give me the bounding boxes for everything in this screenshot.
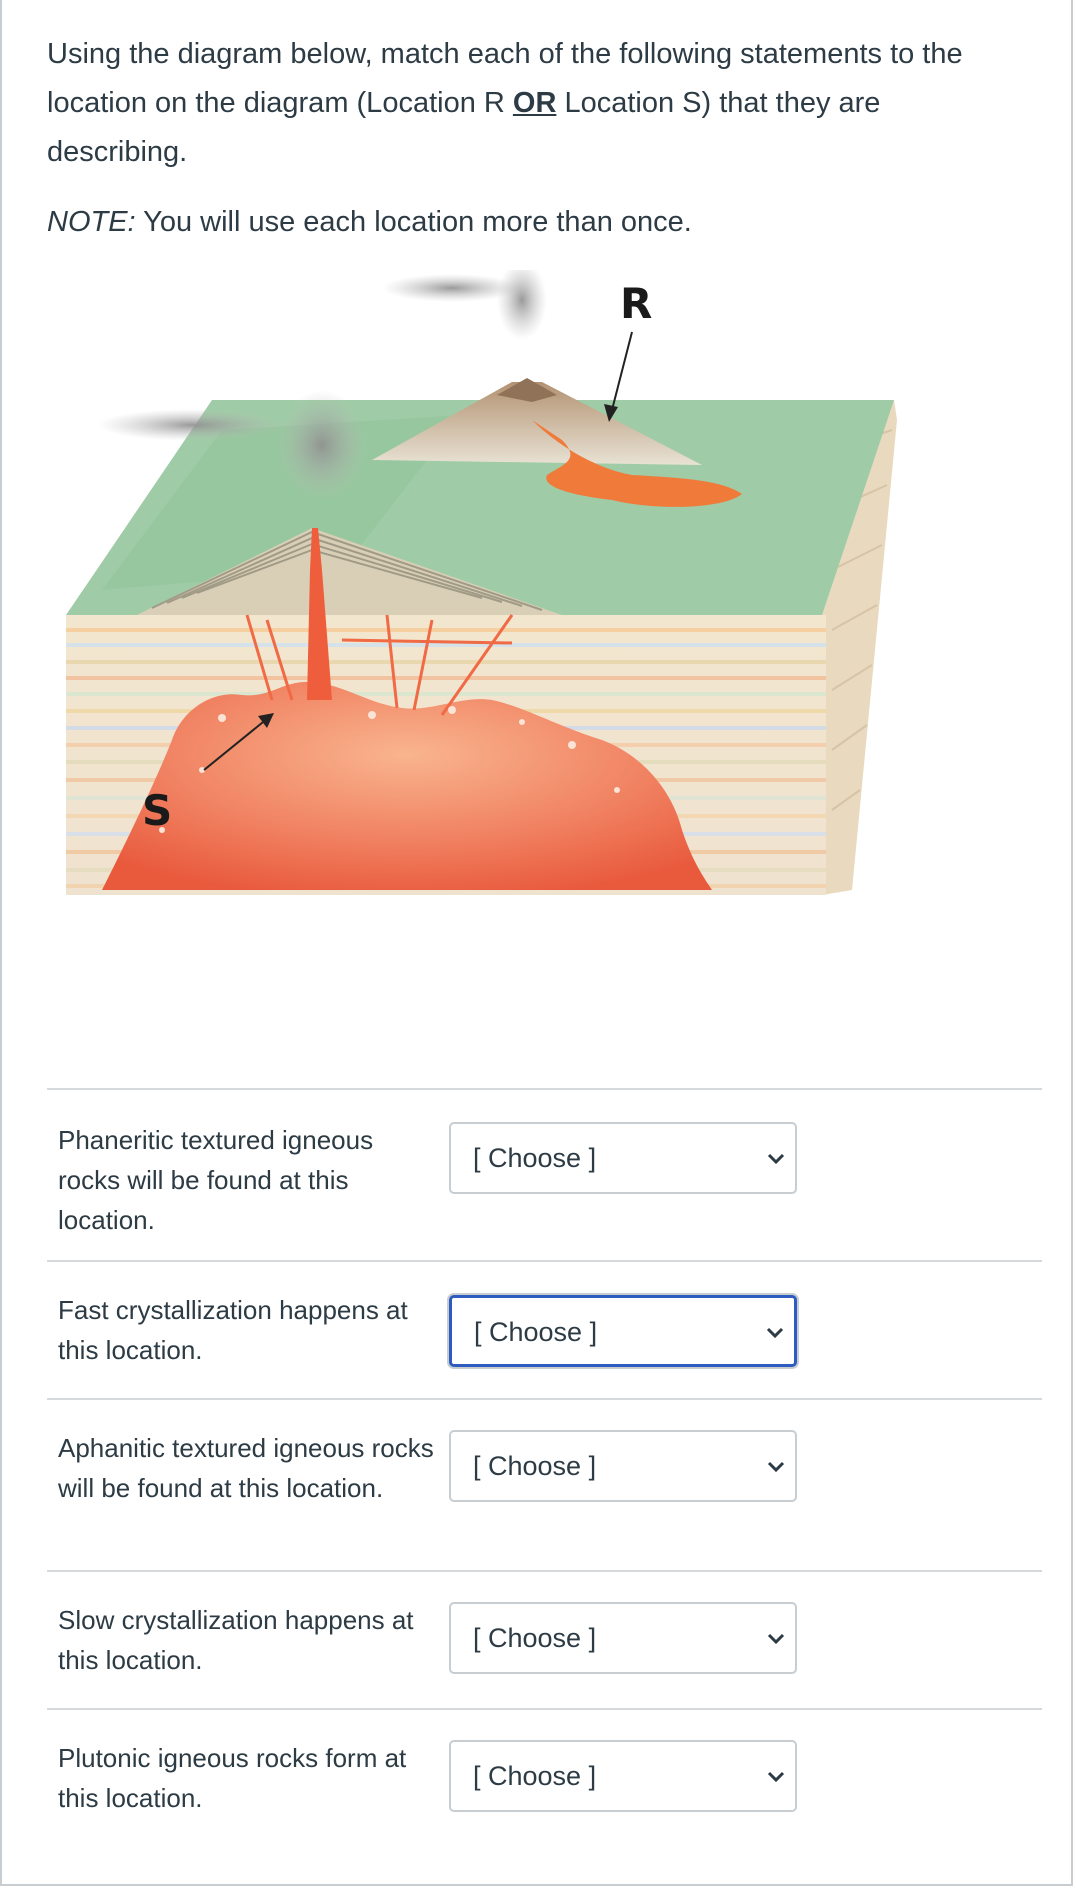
matching-row (47, 1708, 1042, 1858)
smoke-plume-top-2 (497, 270, 547, 340)
select-value: [ Choose ] (473, 1451, 597, 1481)
chevron-down-icon (765, 1766, 787, 1788)
select-value: [ Choose ] (473, 1761, 597, 1791)
chevron-down-icon (765, 1456, 787, 1478)
matching-row (47, 1088, 1042, 1260)
row-statement: Plutonic igneous rocks form at this location. (58, 1743, 407, 1813)
select-value: [ Choose ] (474, 1317, 598, 1347)
matching-row (47, 1260, 1042, 1398)
label-s: S (142, 786, 173, 835)
row-statement: Slow crystallization happens at this location. (58, 1605, 414, 1675)
matching-row (47, 1398, 1042, 1570)
location-select[interactable] (449, 1295, 797, 1367)
row-statement: Phaneritic textured igneous rocks will be found at this location. (58, 1125, 374, 1235)
select-value: [ Choose ] (473, 1143, 597, 1173)
label-r: R (620, 279, 653, 328)
volcano-diagram (42, 270, 922, 1000)
prompt-text-start: Using the diagram below, match each of the following statements to the location on the diagram (Location R (47, 38, 963, 119)
note-label: NOTE: (47, 206, 136, 238)
location-select[interactable] (449, 1740, 797, 1812)
note-text: You will use each location more than once. (135, 206, 692, 238)
row-statement: Fast crystallization happens at this location. (58, 1295, 408, 1365)
arrow-r (612, 332, 632, 410)
question-prompt (47, 30, 1027, 177)
location-select[interactable] (449, 1430, 797, 1502)
chevron-down-icon (764, 1322, 786, 1344)
matching-rows (47, 1088, 1042, 1858)
question-note (47, 198, 692, 247)
location-select[interactable] (449, 1602, 797, 1674)
smoke-plume-left (97, 409, 287, 441)
location-select[interactable] (449, 1122, 797, 1194)
row-statement: Aphanitic textured igneous rocks will be found at this location. (58, 1433, 434, 1503)
smoke-plume-left-2 (277, 390, 367, 500)
chevron-down-icon (765, 1628, 787, 1650)
prompt-text-end: Location S) that they are describing. (47, 87, 881, 168)
chevron-down-icon (765, 1148, 787, 1170)
matching-row (47, 1570, 1042, 1708)
select-value: [ Choose ] (473, 1623, 597, 1653)
prompt-emphasis-or: OR (512, 87, 557, 119)
